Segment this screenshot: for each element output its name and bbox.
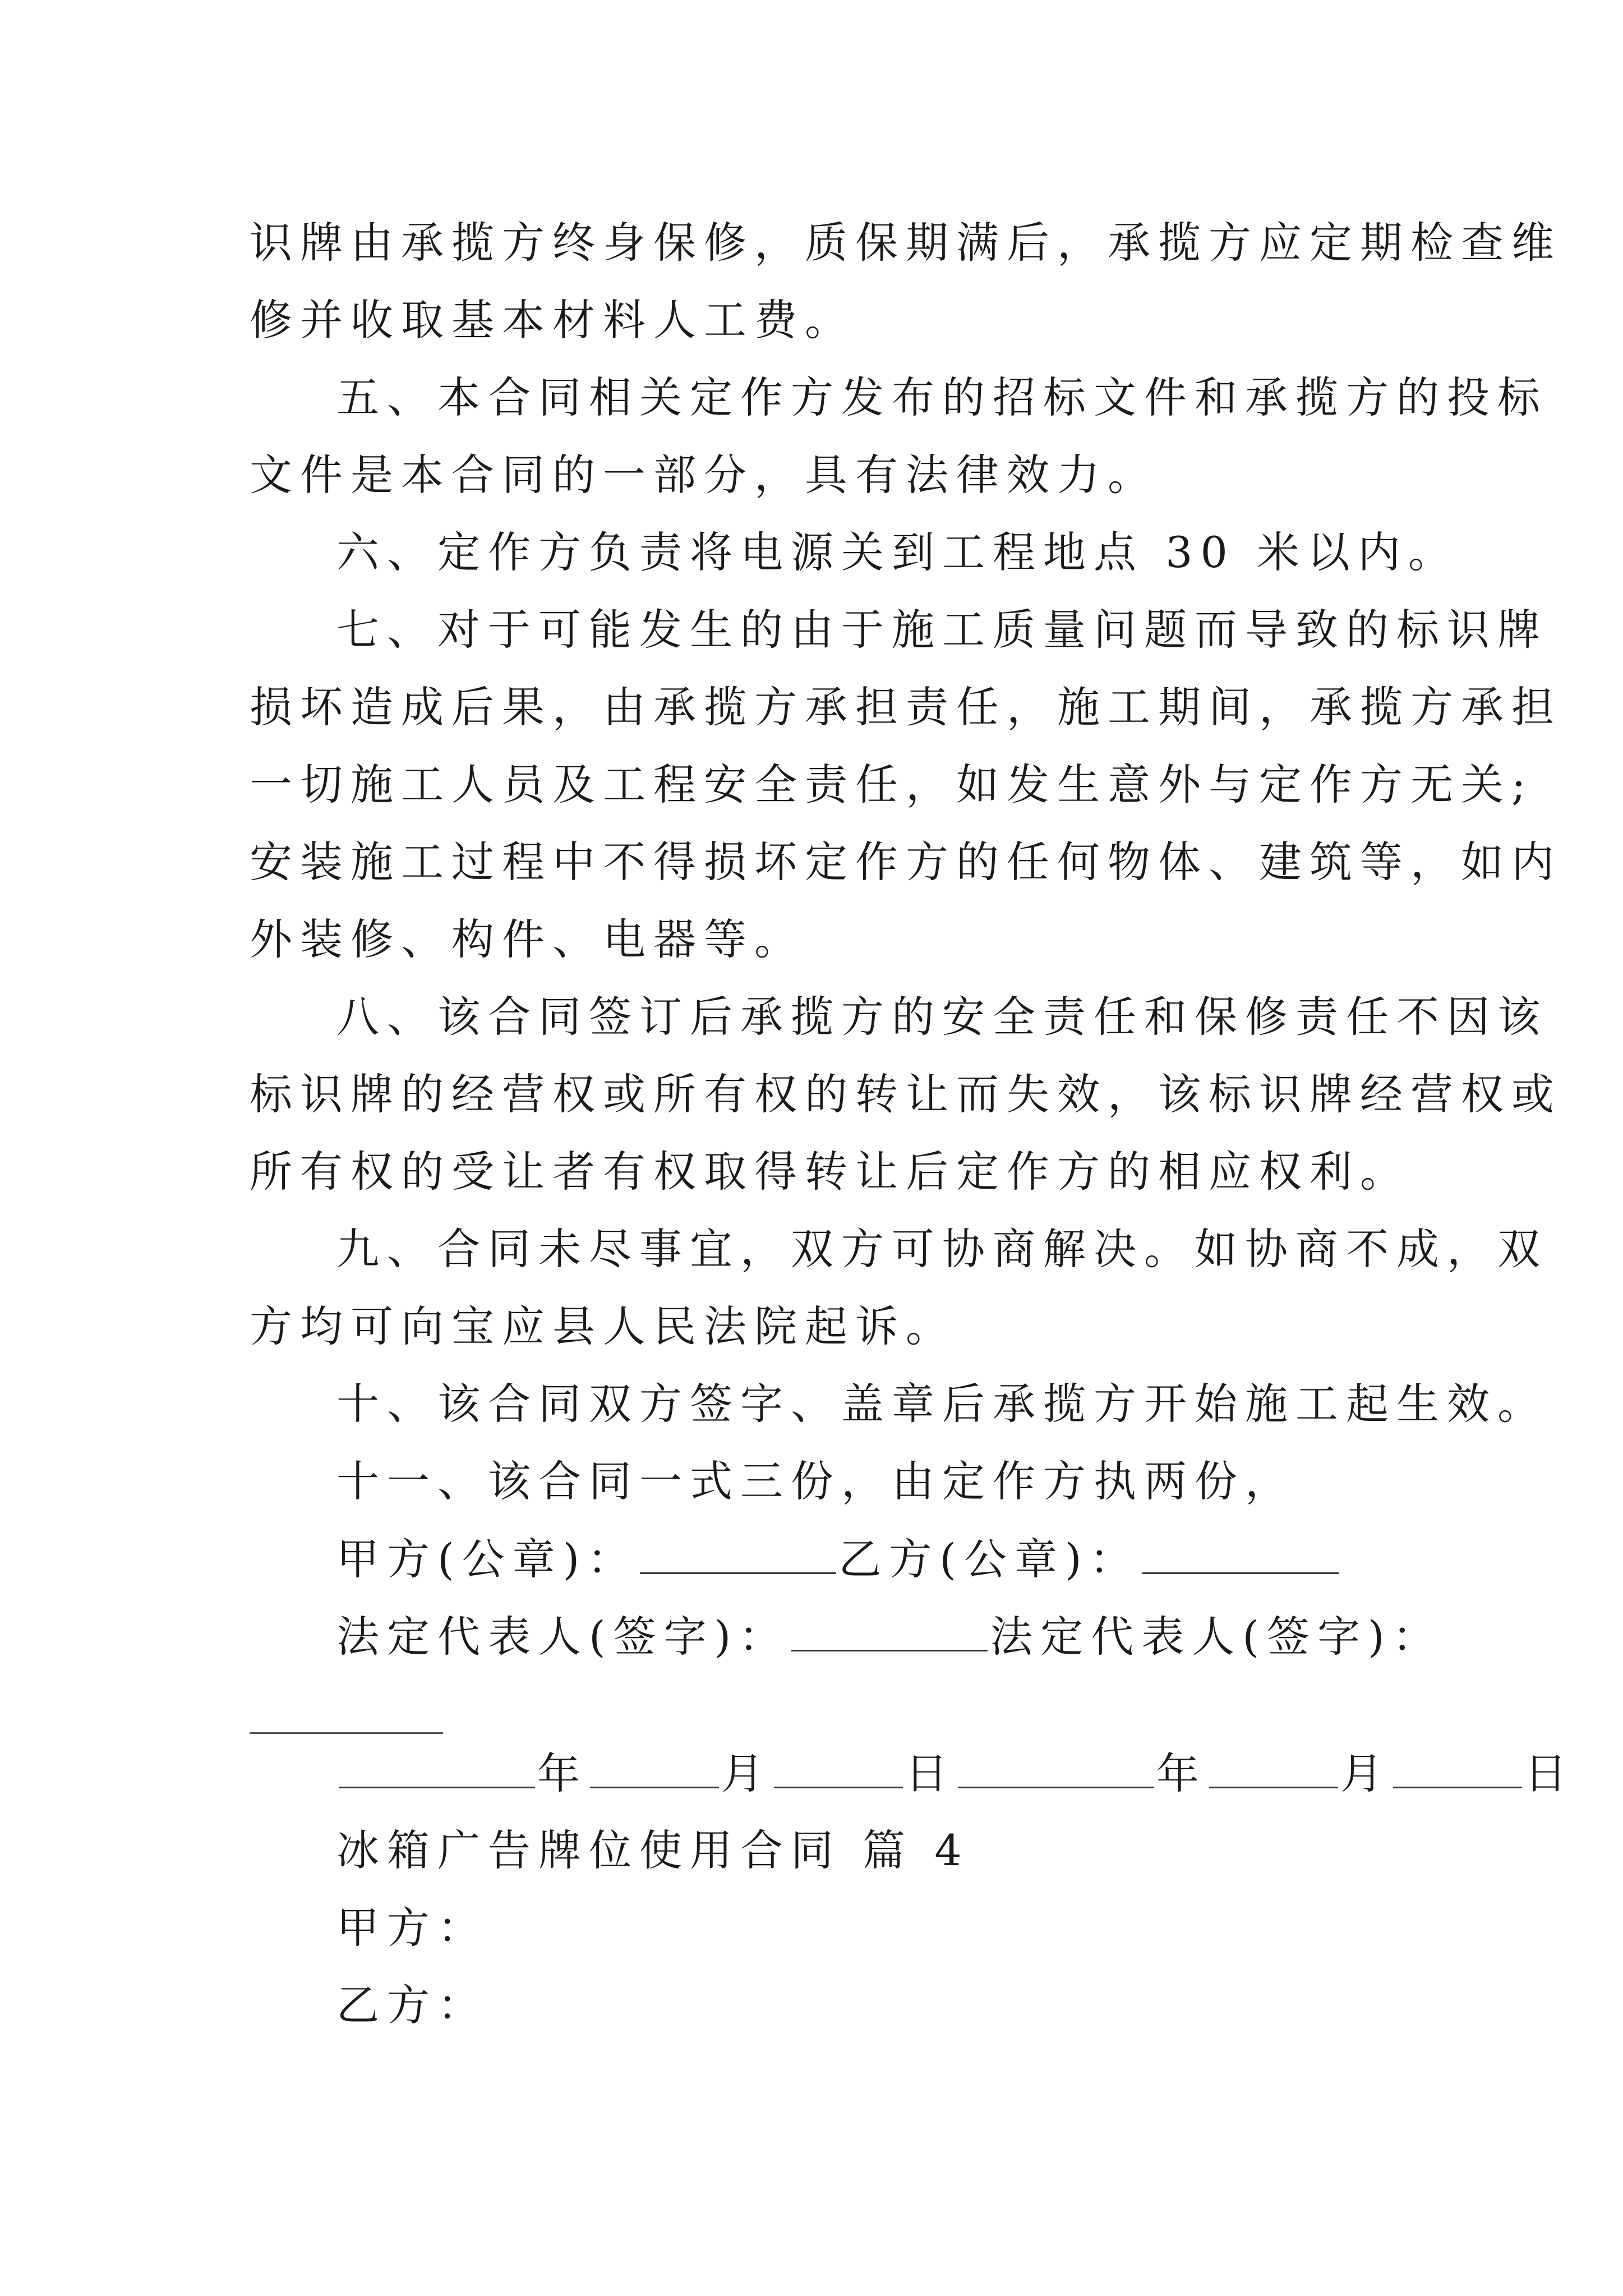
paragraph-line: 识牌由承揽方终身保修，质保期满后，承揽方应定期检查维 <box>250 218 1562 268</box>
clause-9-line: 九、合同未尽事宜，双方可协商解决。如协商不成，双 <box>336 1224 1548 1274</box>
day-label: 日 <box>905 1749 956 1798</box>
clause-7-line: 七、对于可能发生的由于施工质量问题而导致的标识牌 <box>336 605 1548 655</box>
clause-10-line: 十、该合同双方签字、盖章后承揽方开始施工起生效。 <box>336 1379 1548 1429</box>
paragraph-line: 所有权的受让者有权取得转让后定作方的相应权利。 <box>250 1147 1410 1197</box>
year-label: 年 <box>537 1749 588 1798</box>
representative-row <box>336 1612 1443 1662</box>
rep-sign-label-b: 法定代表人(签字)： <box>990 1612 1443 1662</box>
party-a-label: 甲方： <box>336 1903 488 1953</box>
year-blank-a[interactable] <box>339 1752 535 1788</box>
year-blank-b[interactable] <box>958 1752 1154 1788</box>
clause-5-line: 五、本合同相关定作方发布的招标文件和承揽方的投标 <box>336 372 1548 422</box>
paragraph-line: 标识牌的经营权或所有权的转让而失效，该标识牌经营权或 <box>250 1069 1562 1119</box>
clause-11-line: 十一、该合同一式三份，由定作方执两份， <box>336 1456 1295 1506</box>
rep-sign-blank-b[interactable] <box>250 1732 443 1734</box>
clause-8-line: 八、该合同签订后承揽方的安全责任和保修责任不因该 <box>336 992 1548 1042</box>
party-a-seal-blank[interactable] <box>640 1538 836 1574</box>
day-blank-b[interactable] <box>1393 1752 1522 1788</box>
paragraph-line: 修并收取基本材料人工费。 <box>250 295 855 345</box>
date-row <box>336 1749 1575 1798</box>
year-label: 年 <box>1156 1749 1207 1798</box>
rep-sign-label-a: 法定代表人(签字)： <box>336 1612 790 1662</box>
paragraph-line: 一切施工人员及工程安全责任，如发生意外与定作方无关; <box>250 760 1534 809</box>
day-label: 日 <box>1524 1749 1575 1798</box>
month-label: 月 <box>721 1749 772 1798</box>
party-b-seal-label: 乙方(公章)： <box>838 1534 1140 1584</box>
paragraph-line: 文件是本合同的一部分，具有法律效力。 <box>250 450 1158 500</box>
month-label: 月 <box>1340 1749 1391 1798</box>
party-a-seal-label: 甲方(公章)： <box>336 1534 638 1584</box>
section-title: 冰箱广告牌位使用合同 篇 4 <box>336 1825 970 1875</box>
seal-row <box>336 1534 1341 1584</box>
clause-6-line: 六、定作方负责将电源关到工程地点 30 米以内。 <box>336 527 1459 577</box>
month-blank-b[interactable] <box>1209 1752 1338 1788</box>
month-blank-a[interactable] <box>590 1752 719 1788</box>
paragraph-line: 方均可向宝应县人民法院起诉。 <box>250 1301 956 1351</box>
party-b-seal-blank[interactable] <box>1142 1538 1339 1574</box>
paragraph-line: 损坏造成后果，由承揽方承担责任，施工期间，承揽方承担 <box>250 682 1562 732</box>
rep-sign-blank-a[interactable] <box>791 1615 988 1651</box>
paragraph-line: 安装施工过程中不得损坏定作方的任何物体、建筑等，如内 <box>250 837 1562 887</box>
party-b-label: 乙方： <box>336 1980 488 2030</box>
day-blank-a[interactable] <box>774 1752 903 1788</box>
paragraph-line: 外装修、构件、电器等。 <box>250 914 805 964</box>
